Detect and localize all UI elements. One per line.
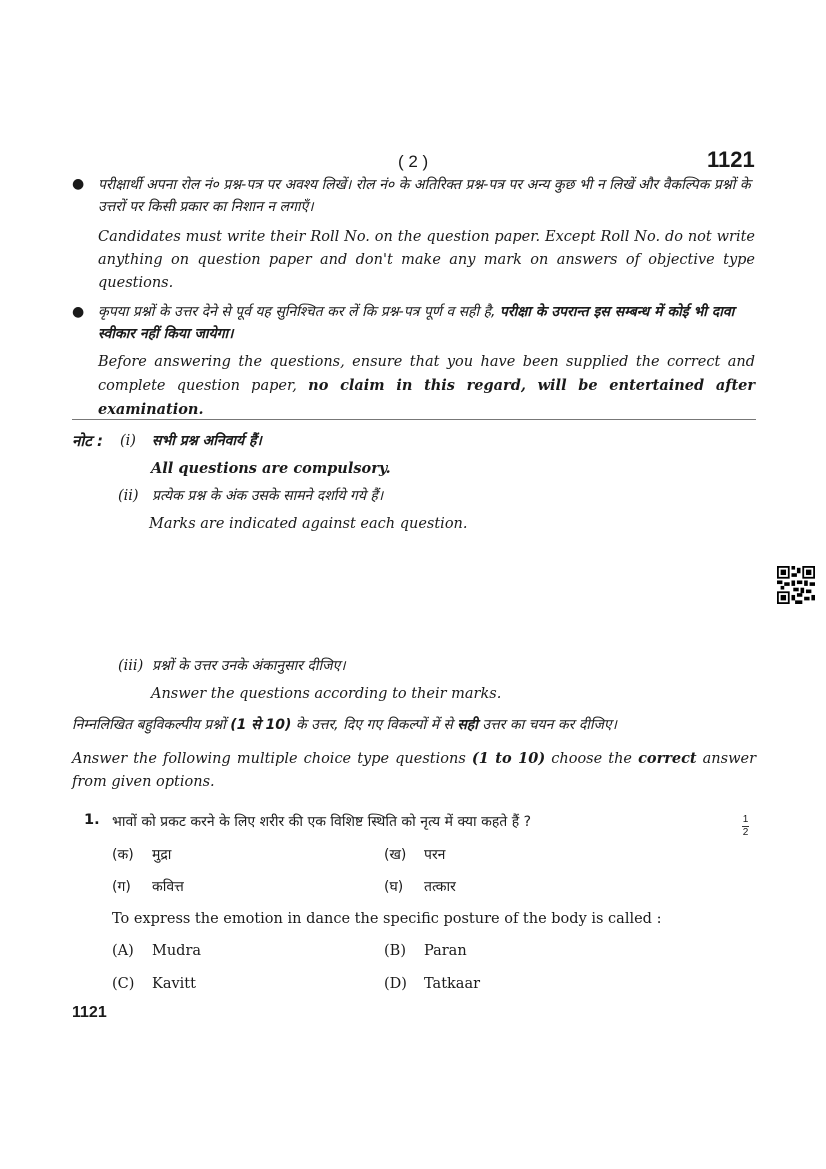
- option-label: (D): [384, 976, 407, 992]
- option-hindi-kha[interactable]: [384, 845, 445, 864]
- mcq-english-part: Answer the following multiple choice type questions: [72, 751, 466, 767]
- mcq-english-range: (1 to 10): [471, 750, 546, 767]
- option-b[interactable]: [384, 943, 467, 959]
- option-text: Kavitt: [152, 976, 196, 992]
- mcq-instruction-english: [72, 747, 756, 794]
- note-3-num: (iii): [118, 658, 144, 674]
- option-d[interactable]: [384, 976, 480, 992]
- marks-denominator: 2: [742, 827, 749, 838]
- marks-fraction: [742, 815, 749, 838]
- instruction-1-english: Candidates must write their Roll No. on the question paper. Except Roll No. do not write anything on question paper and don't make any mark on answers of objective type questions.: [98, 229, 755, 291]
- option-label: (B): [384, 943, 406, 959]
- mcq-hindi-part: उत्तर का चयन कर दीजिए।: [482, 717, 617, 733]
- instruction-2-hindi-text: कृपया प्रश्नों के उत्तर देने से पूर्व यह सुनिश्चित कर लें कि प्रश्न-पत्र पूर्ण व सही है,: [98, 304, 496, 320]
- bullet-icon: ●: [72, 304, 85, 320]
- mcq-hindi-bold: सही: [457, 717, 478, 733]
- option-text: परन: [424, 847, 446, 863]
- instruction-2-english-text: Before answering the questions, ensure that you have been supplied the correct and complete question paper,: [98, 354, 755, 394]
- page-number: ( 2 ): [398, 152, 429, 171]
- option-text: तत्कार: [424, 879, 456, 895]
- mcq-hindi-range: (1 से 10): [230, 717, 292, 733]
- option-a[interactable]: [112, 943, 201, 959]
- option-hindi-gha[interactable]: [384, 877, 456, 896]
- option-label: (घ): [384, 879, 404, 895]
- note-2-num: (ii): [118, 488, 139, 504]
- note-2-english: Marks are indicated against each question.: [149, 516, 468, 532]
- option-text: कवित्त: [152, 879, 184, 895]
- question-1-hindi: भावों को प्रकट करने के लिए शरीर की एक विशिष्ट स्थिति को नृत्य में क्या कहते हैं ?: [112, 814, 532, 830]
- mcq-hindi-part: के उत्तर, दिए गए विकल्पों में से: [295, 717, 453, 733]
- mcq-english-bold: correct: [638, 750, 697, 767]
- option-text: Paran: [424, 943, 467, 959]
- mcq-hindi-part: निम्नलिखित बहुविकल्पीय प्रश्नों: [72, 717, 226, 733]
- option-label: (C): [112, 976, 135, 992]
- option-label: (ग): [112, 879, 131, 895]
- divider: [72, 419, 756, 420]
- mcq-instruction-hindi: [72, 714, 756, 736]
- note-2-hindi: प्रत्येक प्रश्न के अंक उसके सामने दर्शाये गये हैं।: [152, 488, 384, 504]
- note-label: नोट :: [72, 432, 103, 450]
- question-number: 1.: [84, 812, 100, 828]
- option-text: Mudra: [152, 943, 202, 959]
- option-text: मुद्रा: [152, 847, 172, 863]
- option-label: (क): [112, 847, 134, 863]
- note-3-hindi: प्रश्नों के उत्तर उनके अंकानुसार दीजिए।: [152, 658, 346, 674]
- paper-code-top: 1121: [707, 147, 755, 172]
- paper-code-footer: 1121: [72, 1004, 107, 1021]
- instruction-2-hindi-bold: परीक्षा के उपरान्त इस सम्बन्ध में कोई भी दावा स्वीकार नहीं किया जायेगा।: [98, 304, 735, 342]
- option-hindi-ka[interactable]: [112, 845, 171, 864]
- instruction-2-english-bold: no claim in this regard, will be entertained after examination.: [98, 377, 756, 418]
- note-1-num: (i): [120, 433, 136, 449]
- note-1-english: All questions are compulsory.: [151, 460, 391, 477]
- instruction-2-hindi: [98, 301, 755, 345]
- instruction-2-english: [98, 351, 755, 422]
- option-text: Tatkaar: [424, 976, 481, 992]
- option-c[interactable]: [112, 976, 196, 992]
- question-1-english: To express the emotion in dance the specific posture of the body is called :: [112, 911, 662, 927]
- mcq-english-part: answer from given options.: [72, 751, 757, 790]
- qr-code-icon: [777, 566, 815, 604]
- instruction-1-hindi: परीक्षार्थी अपना रोल नं० प्रश्न-पत्र पर अवश्य लिखें। रोल नं० के अतिरिक्त प्रश्न-पत्र पर अन्य कुछ भी न लिखें और वैकल्पिक प्रश्नों के उत्तरों पर किसी प्रकार का निशान न लगाएँ।: [98, 177, 751, 215]
- marks-numerator: 1: [742, 814, 749, 825]
- option-label: (A): [112, 943, 134, 959]
- note-3-english: Answer the questions according to their marks.: [151, 686, 502, 702]
- note-1-hindi: सभी प्रश्न अनिवार्य हैं।: [152, 433, 262, 449]
- mcq-english-part: choose the: [551, 751, 632, 767]
- bullet-icon: ●: [72, 176, 85, 192]
- option-hindi-ga[interactable]: [112, 877, 184, 896]
- option-label: (ख): [384, 847, 407, 863]
